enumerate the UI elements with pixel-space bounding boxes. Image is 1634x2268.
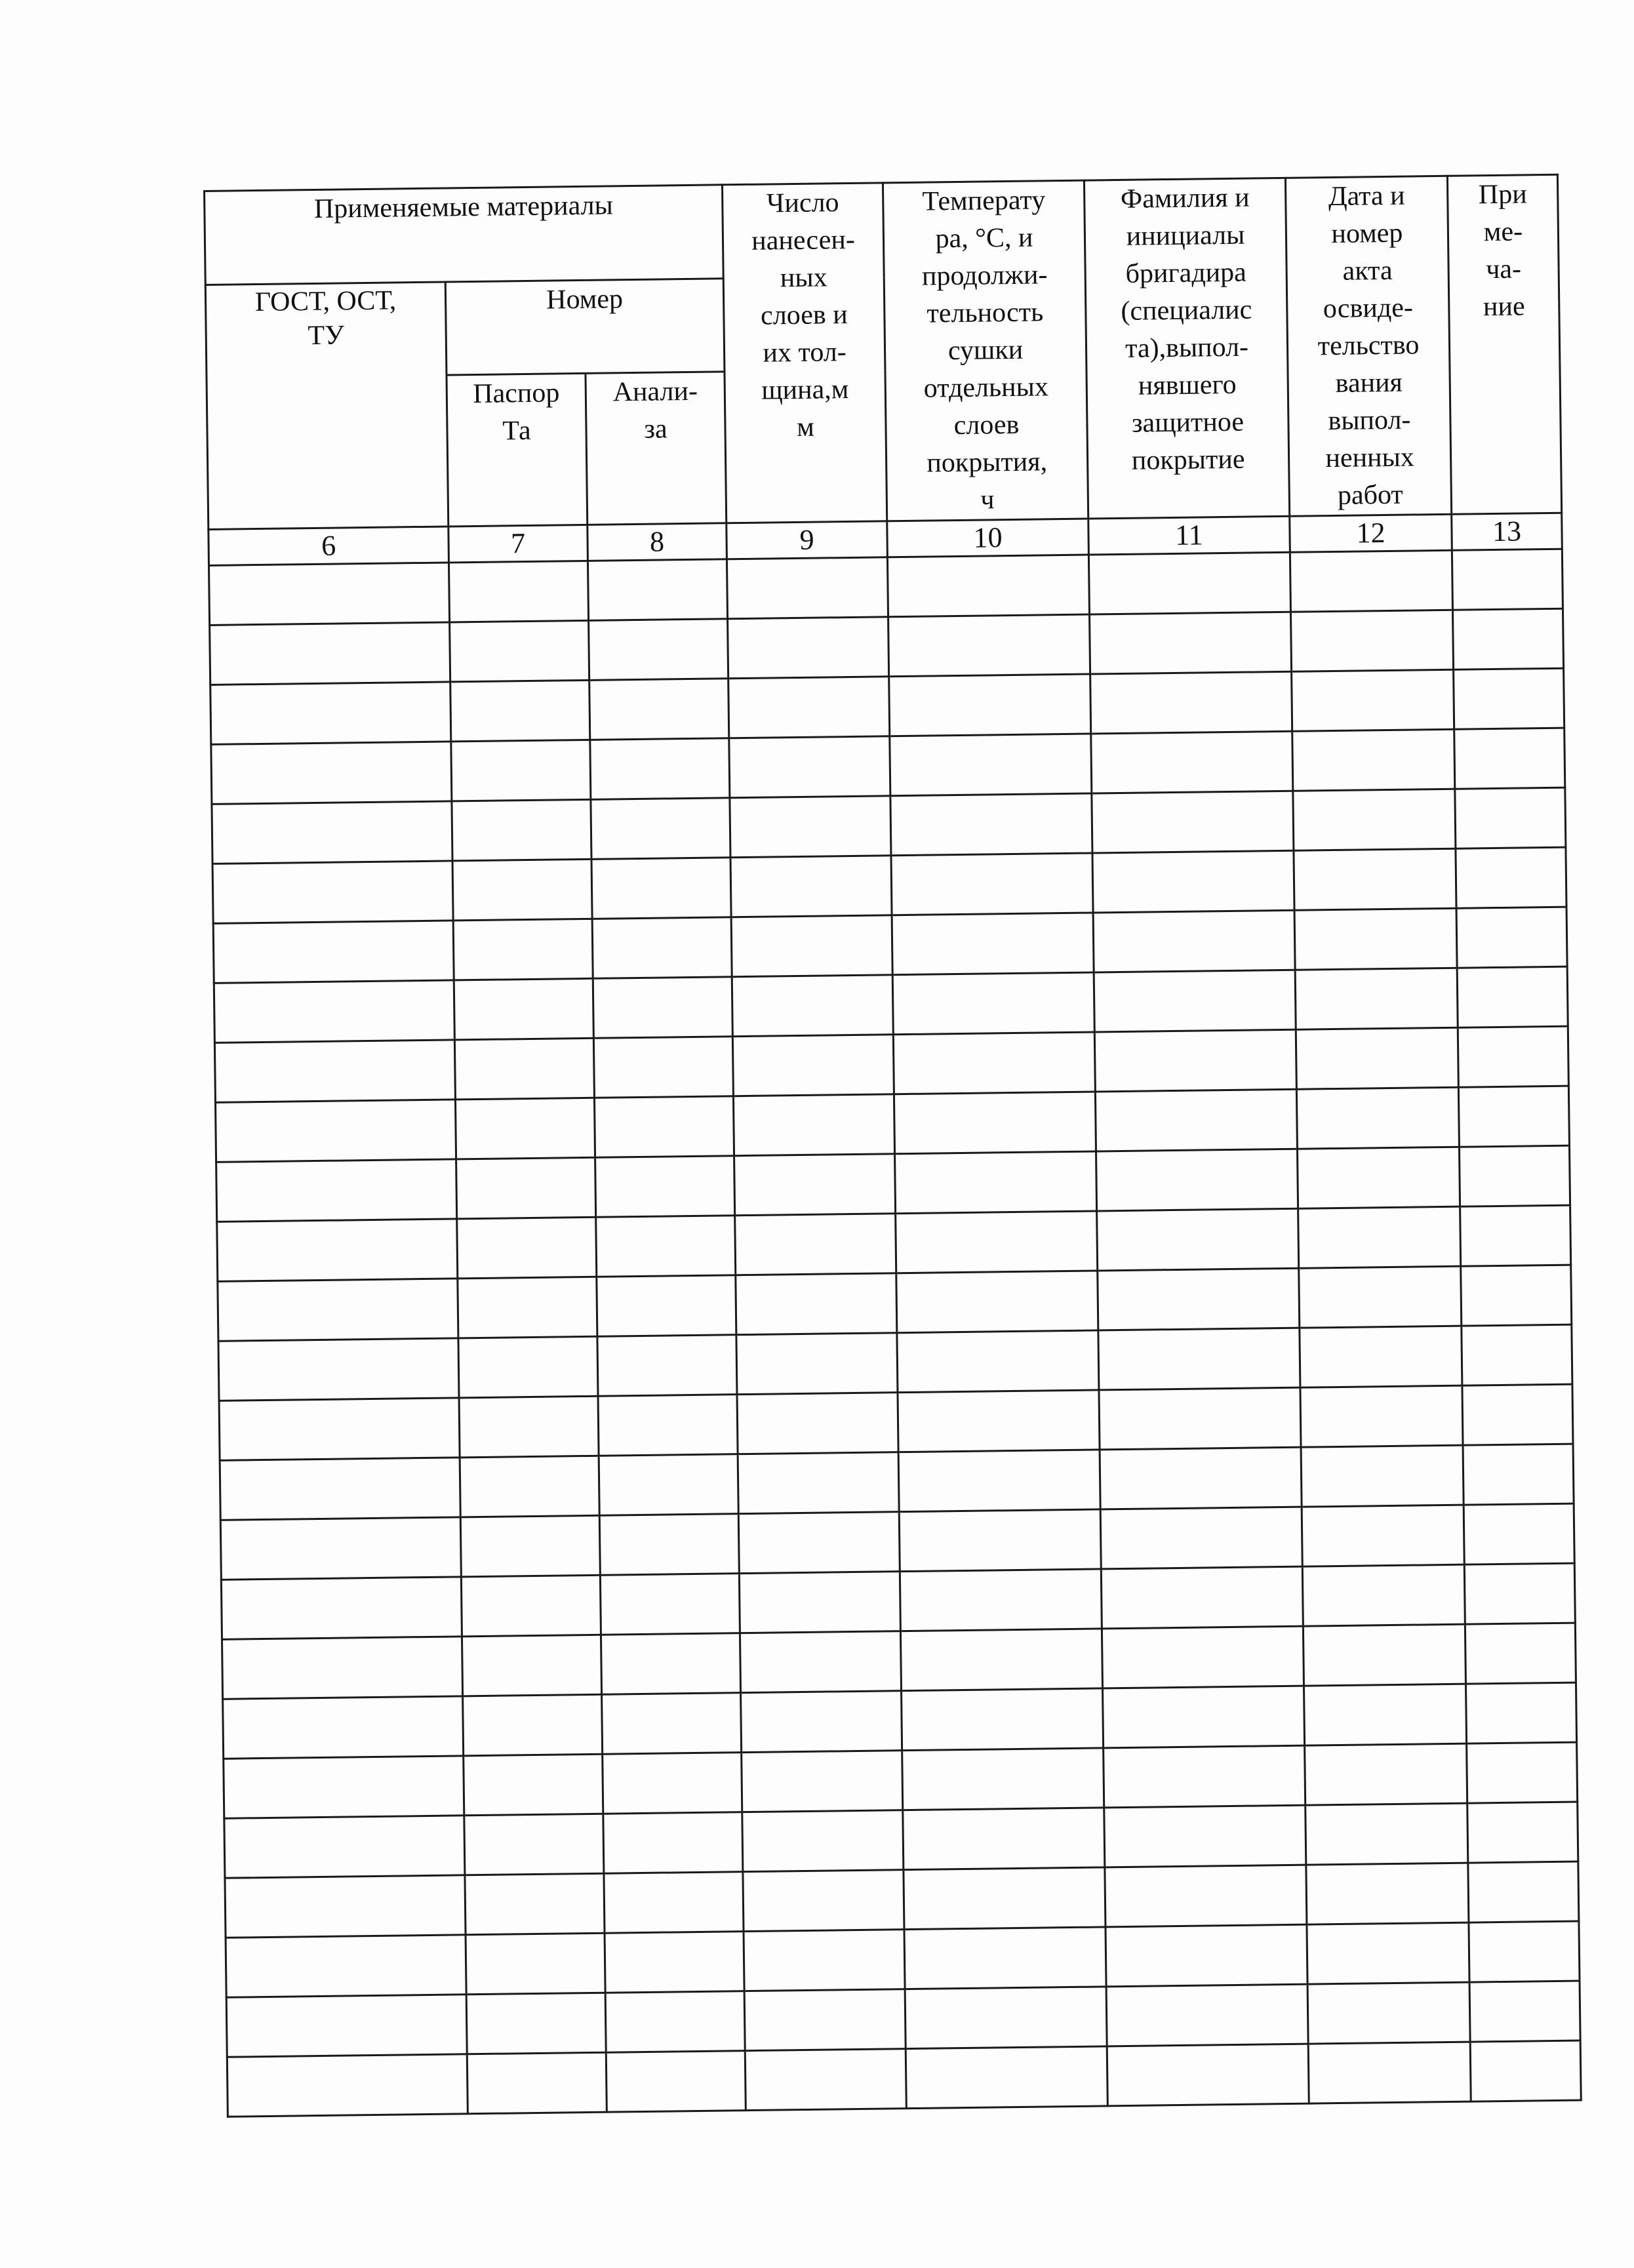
table-cell bbox=[732, 975, 893, 1037]
column-number: 8 bbox=[588, 523, 727, 561]
table-cell bbox=[727, 557, 888, 619]
table-cell bbox=[889, 674, 1091, 736]
table-cell bbox=[1460, 1205, 1571, 1266]
table-cell bbox=[738, 1512, 900, 1574]
table-cell bbox=[732, 1035, 894, 1096]
table-cell bbox=[466, 1993, 606, 2054]
table-cell bbox=[892, 972, 1094, 1035]
table-cell bbox=[742, 1751, 903, 1812]
table-cell bbox=[891, 853, 1093, 915]
table-cell bbox=[1469, 1981, 1580, 2042]
table-cell bbox=[458, 1336, 598, 1398]
table-cell bbox=[1100, 1447, 1302, 1509]
table-cell bbox=[730, 796, 891, 858]
note-header: При ме- ча- ние bbox=[1447, 174, 1561, 514]
table-cell bbox=[1455, 787, 1566, 848]
table-cell bbox=[222, 1637, 463, 1699]
table-cell bbox=[1299, 1266, 1462, 1328]
table-cell bbox=[1462, 1384, 1573, 1445]
table-cell bbox=[596, 1216, 736, 1277]
table-cell bbox=[214, 1040, 455, 1102]
table-cell bbox=[1298, 1147, 1460, 1208]
table-cell bbox=[451, 740, 591, 801]
table-cell bbox=[905, 1987, 1107, 2049]
table-cell bbox=[1107, 2044, 1309, 2106]
table-cell bbox=[464, 1754, 603, 1816]
table-cell bbox=[1452, 608, 1563, 669]
table-cell bbox=[1469, 1921, 1580, 1982]
table-cell bbox=[728, 677, 890, 738]
passport-header: Паспор Та bbox=[447, 373, 588, 527]
table-cell bbox=[219, 1398, 460, 1460]
table-cell bbox=[737, 1393, 898, 1454]
table-cell bbox=[456, 1157, 596, 1219]
table-cell bbox=[1457, 966, 1568, 1027]
table-cell bbox=[593, 1037, 733, 1098]
table-cell bbox=[736, 1273, 897, 1335]
table-cell bbox=[225, 1875, 466, 1938]
column-number: 6 bbox=[209, 527, 449, 565]
number-header: Номер bbox=[445, 279, 725, 375]
table-cell bbox=[462, 1635, 601, 1696]
table-cell bbox=[1308, 2042, 1471, 2103]
table-cell bbox=[892, 913, 1094, 975]
table-cell bbox=[1470, 2040, 1581, 2101]
table-cell bbox=[1459, 1145, 1570, 1206]
table-cell bbox=[601, 1633, 740, 1695]
table-cell bbox=[212, 801, 452, 864]
table-cell bbox=[900, 1569, 1102, 1631]
table-cell bbox=[597, 1275, 736, 1337]
table-cell bbox=[1090, 612, 1292, 674]
table-cell bbox=[599, 1454, 738, 1516]
table-cell bbox=[1293, 789, 1456, 850]
temperature-drying-header: Температу ра, °С, и продолжи- тельность сушки отдельных слоев покрытия, ч bbox=[883, 180, 1088, 521]
table-cell bbox=[589, 679, 729, 740]
table-cell bbox=[1301, 1445, 1464, 1507]
table-cell bbox=[217, 1219, 458, 1281]
table-cell bbox=[588, 559, 727, 621]
table-cell bbox=[890, 734, 1092, 796]
table-cell bbox=[734, 1154, 896, 1216]
table-cell bbox=[591, 798, 730, 860]
table-cell bbox=[895, 1151, 1097, 1214]
act-date-number-header: Дата и номер акта освиде- тельство вания выпол- ненных работ bbox=[1285, 176, 1451, 516]
table-cell bbox=[450, 680, 590, 742]
table-cell bbox=[1093, 910, 1295, 972]
table-cell bbox=[212, 861, 453, 923]
table-cell bbox=[455, 1098, 595, 1159]
table-cell bbox=[224, 1756, 464, 1818]
table-cell bbox=[211, 742, 452, 804]
column-number: 11 bbox=[1088, 516, 1290, 555]
layers-thickness-header: Число нанесен- ных слоев и их тол- щина,м м bbox=[722, 183, 887, 523]
table-cell bbox=[1307, 1982, 1470, 2044]
table-cell bbox=[461, 1575, 601, 1637]
table-cell bbox=[590, 738, 730, 800]
table-cell bbox=[1461, 1265, 1572, 1326]
gost-ost-tu-header: ГОСТ, ОСТ, ТУ bbox=[205, 282, 448, 529]
materials-group-header: Применяемые материалы bbox=[205, 185, 724, 285]
table-cell bbox=[1300, 1385, 1463, 1447]
table-cell bbox=[1092, 791, 1294, 853]
table-cell bbox=[898, 1450, 1100, 1512]
table-cell bbox=[591, 858, 731, 919]
table-cell bbox=[1292, 669, 1454, 731]
table-cell bbox=[603, 1812, 743, 1874]
table-cell bbox=[739, 1572, 900, 1633]
table-cell bbox=[728, 617, 889, 679]
table-cell bbox=[742, 1810, 904, 1872]
table-cell bbox=[224, 1816, 465, 1878]
table-cell bbox=[1303, 1624, 1465, 1686]
table-cell bbox=[1295, 968, 1458, 1029]
table-cell bbox=[226, 1995, 467, 2057]
table-cell bbox=[452, 859, 592, 921]
table-cell bbox=[210, 682, 451, 744]
table-cell bbox=[1290, 550, 1452, 612]
table-cell bbox=[218, 1338, 459, 1401]
table-cell bbox=[896, 1211, 1098, 1273]
table-cell bbox=[744, 1930, 905, 1991]
table-cell bbox=[1104, 1805, 1306, 1867]
table-cell bbox=[1106, 1924, 1307, 1987]
table-cell bbox=[593, 977, 732, 1039]
table-cell bbox=[454, 1038, 594, 1100]
table-cell bbox=[1098, 1268, 1300, 1330]
table-cell bbox=[906, 2046, 1107, 2109]
table-cell bbox=[904, 1867, 1106, 1930]
table-cell bbox=[1454, 728, 1565, 789]
table-cell bbox=[589, 619, 728, 681]
table-cell bbox=[1305, 1743, 1467, 1805]
protective-coating-table bbox=[203, 174, 1582, 2118]
table-cell bbox=[1458, 1086, 1569, 1147]
table-cell bbox=[605, 1932, 744, 1993]
table-cell bbox=[904, 1927, 1106, 1989]
table-cell bbox=[1292, 729, 1455, 791]
table-cell bbox=[1103, 1686, 1305, 1748]
table-cell bbox=[454, 978, 593, 1040]
table-cell bbox=[731, 915, 892, 977]
table-cell bbox=[1100, 1507, 1302, 1569]
table-cell bbox=[902, 1688, 1104, 1751]
table-cell bbox=[1467, 1802, 1578, 1863]
table-cell bbox=[899, 1509, 1101, 1572]
table-cell bbox=[467, 2052, 607, 2114]
table-cell bbox=[1098, 1328, 1300, 1390]
table-cell bbox=[1302, 1564, 1465, 1626]
table-cell bbox=[466, 1933, 605, 1995]
table-cell bbox=[730, 856, 892, 917]
table-cell bbox=[1092, 850, 1294, 913]
table-cell bbox=[887, 555, 1089, 617]
table-cell bbox=[600, 1574, 740, 1635]
table-cell bbox=[463, 1694, 603, 1756]
table-cell bbox=[1465, 1682, 1576, 1743]
table-cell bbox=[897, 1330, 1099, 1393]
table-cell bbox=[1464, 1503, 1574, 1564]
table-cell bbox=[1464, 1563, 1575, 1624]
table-cell bbox=[592, 917, 732, 979]
table-cell bbox=[740, 1631, 901, 1693]
table-cell bbox=[1458, 1026, 1568, 1087]
table-cell bbox=[598, 1395, 738, 1456]
table-cell bbox=[223, 1696, 464, 1759]
table-cell bbox=[604, 1872, 744, 1934]
table-cell bbox=[1290, 610, 1453, 671]
table-cell bbox=[1096, 1149, 1298, 1211]
table-cell bbox=[1104, 1745, 1305, 1808]
table-cell bbox=[735, 1214, 896, 1275]
table-cell bbox=[213, 921, 454, 983]
table-cell bbox=[1091, 731, 1293, 793]
table-cell bbox=[1307, 1922, 1469, 1984]
table-cell bbox=[1101, 1566, 1303, 1629]
table-cell bbox=[603, 1753, 742, 1814]
table-cell bbox=[220, 1458, 460, 1520]
table-cell bbox=[1468, 1861, 1579, 1922]
table-cell bbox=[900, 1629, 1102, 1691]
table-cell bbox=[599, 1514, 739, 1576]
table-cell bbox=[893, 1032, 1095, 1094]
column-number: 7 bbox=[448, 525, 588, 563]
table-cell bbox=[602, 1693, 742, 1755]
table-cell bbox=[465, 1873, 605, 1935]
table-cell bbox=[594, 1096, 734, 1158]
table-cell bbox=[1306, 1863, 1469, 1924]
table-cell bbox=[1294, 848, 1456, 910]
analysis-header: Анали- за bbox=[586, 372, 727, 525]
table-cell bbox=[1463, 1444, 1574, 1505]
table-cell bbox=[227, 2054, 468, 2117]
table-cell bbox=[890, 793, 1092, 856]
table-cell bbox=[1465, 1623, 1576, 1684]
table-cell bbox=[209, 563, 449, 625]
table-cell bbox=[459, 1396, 599, 1458]
table-cell bbox=[1097, 1208, 1299, 1271]
table-cell bbox=[1095, 1089, 1297, 1151]
table-cell bbox=[210, 622, 450, 685]
table-cell bbox=[221, 1577, 462, 1639]
table-cell bbox=[460, 1515, 600, 1577]
table-cell bbox=[1296, 1087, 1459, 1149]
table-cell bbox=[898, 1390, 1100, 1452]
table-cell bbox=[1462, 1324, 1572, 1385]
column-number: 12 bbox=[1290, 514, 1452, 552]
table-cell bbox=[1090, 671, 1292, 734]
table-cell bbox=[216, 1159, 457, 1222]
table-cell bbox=[738, 1452, 899, 1514]
column-number: 10 bbox=[887, 519, 1089, 557]
table-cell bbox=[448, 561, 588, 622]
table-cell bbox=[1094, 1029, 1296, 1092]
table-cell bbox=[745, 2049, 906, 2111]
table-cell bbox=[605, 1991, 745, 2053]
table-cell bbox=[1294, 908, 1457, 970]
table-cell bbox=[1298, 1206, 1461, 1268]
table-cell bbox=[1452, 549, 1563, 610]
table-cell bbox=[457, 1217, 597, 1279]
table-cell bbox=[1105, 1865, 1307, 1927]
table-cell bbox=[1467, 1742, 1578, 1803]
table-cell bbox=[903, 1808, 1105, 1870]
table-cell bbox=[1302, 1505, 1464, 1566]
blank-entry-rows bbox=[209, 549, 1581, 2117]
table-cell bbox=[888, 614, 1090, 677]
table-cell bbox=[214, 980, 454, 1043]
journal-form bbox=[203, 174, 1580, 2092]
table-cell bbox=[902, 1748, 1104, 1810]
table-cell bbox=[226, 1935, 466, 1997]
table-cell bbox=[597, 1335, 737, 1397]
column-number: 9 bbox=[727, 521, 888, 559]
table-cell bbox=[452, 799, 591, 861]
table-cell bbox=[1296, 1027, 1458, 1089]
table-cell bbox=[1099, 1387, 1301, 1450]
table-cell bbox=[1088, 552, 1290, 614]
table-cell bbox=[458, 1277, 597, 1338]
table-cell bbox=[215, 1100, 456, 1162]
table-cell bbox=[453, 919, 593, 980]
table-cell bbox=[741, 1691, 902, 1753]
brigadier-name-header: Фамилия и инициалы бригадира (специалис та),выпол- нявшего защитное покрытие bbox=[1084, 178, 1289, 519]
table-cell bbox=[733, 1094, 894, 1156]
table-cell bbox=[220, 1517, 461, 1580]
table-cell bbox=[1094, 970, 1296, 1032]
table-cell bbox=[896, 1271, 1098, 1333]
table-cell bbox=[1454, 668, 1564, 729]
table-cell bbox=[1304, 1684, 1467, 1745]
table-cell bbox=[1106, 1984, 1308, 2046]
table-cell bbox=[218, 1279, 458, 1341]
table-cell bbox=[450, 620, 589, 682]
table-cell bbox=[744, 1989, 906, 2051]
table-cell bbox=[1300, 1326, 1462, 1387]
table-cell bbox=[736, 1333, 898, 1395]
table-cell bbox=[894, 1092, 1096, 1154]
table-cell bbox=[606, 2051, 746, 2113]
table-cell bbox=[729, 736, 890, 798]
table-cell bbox=[464, 1814, 604, 1875]
table-cell bbox=[460, 1456, 599, 1517]
column-number: 13 bbox=[1452, 513, 1563, 550]
table-cell bbox=[1305, 1803, 1468, 1865]
table-cell bbox=[1456, 847, 1566, 908]
table-cell bbox=[1456, 907, 1567, 968]
table-cell bbox=[743, 1870, 904, 1932]
table-cell bbox=[595, 1156, 735, 1218]
table-cell bbox=[1102, 1626, 1304, 1688]
